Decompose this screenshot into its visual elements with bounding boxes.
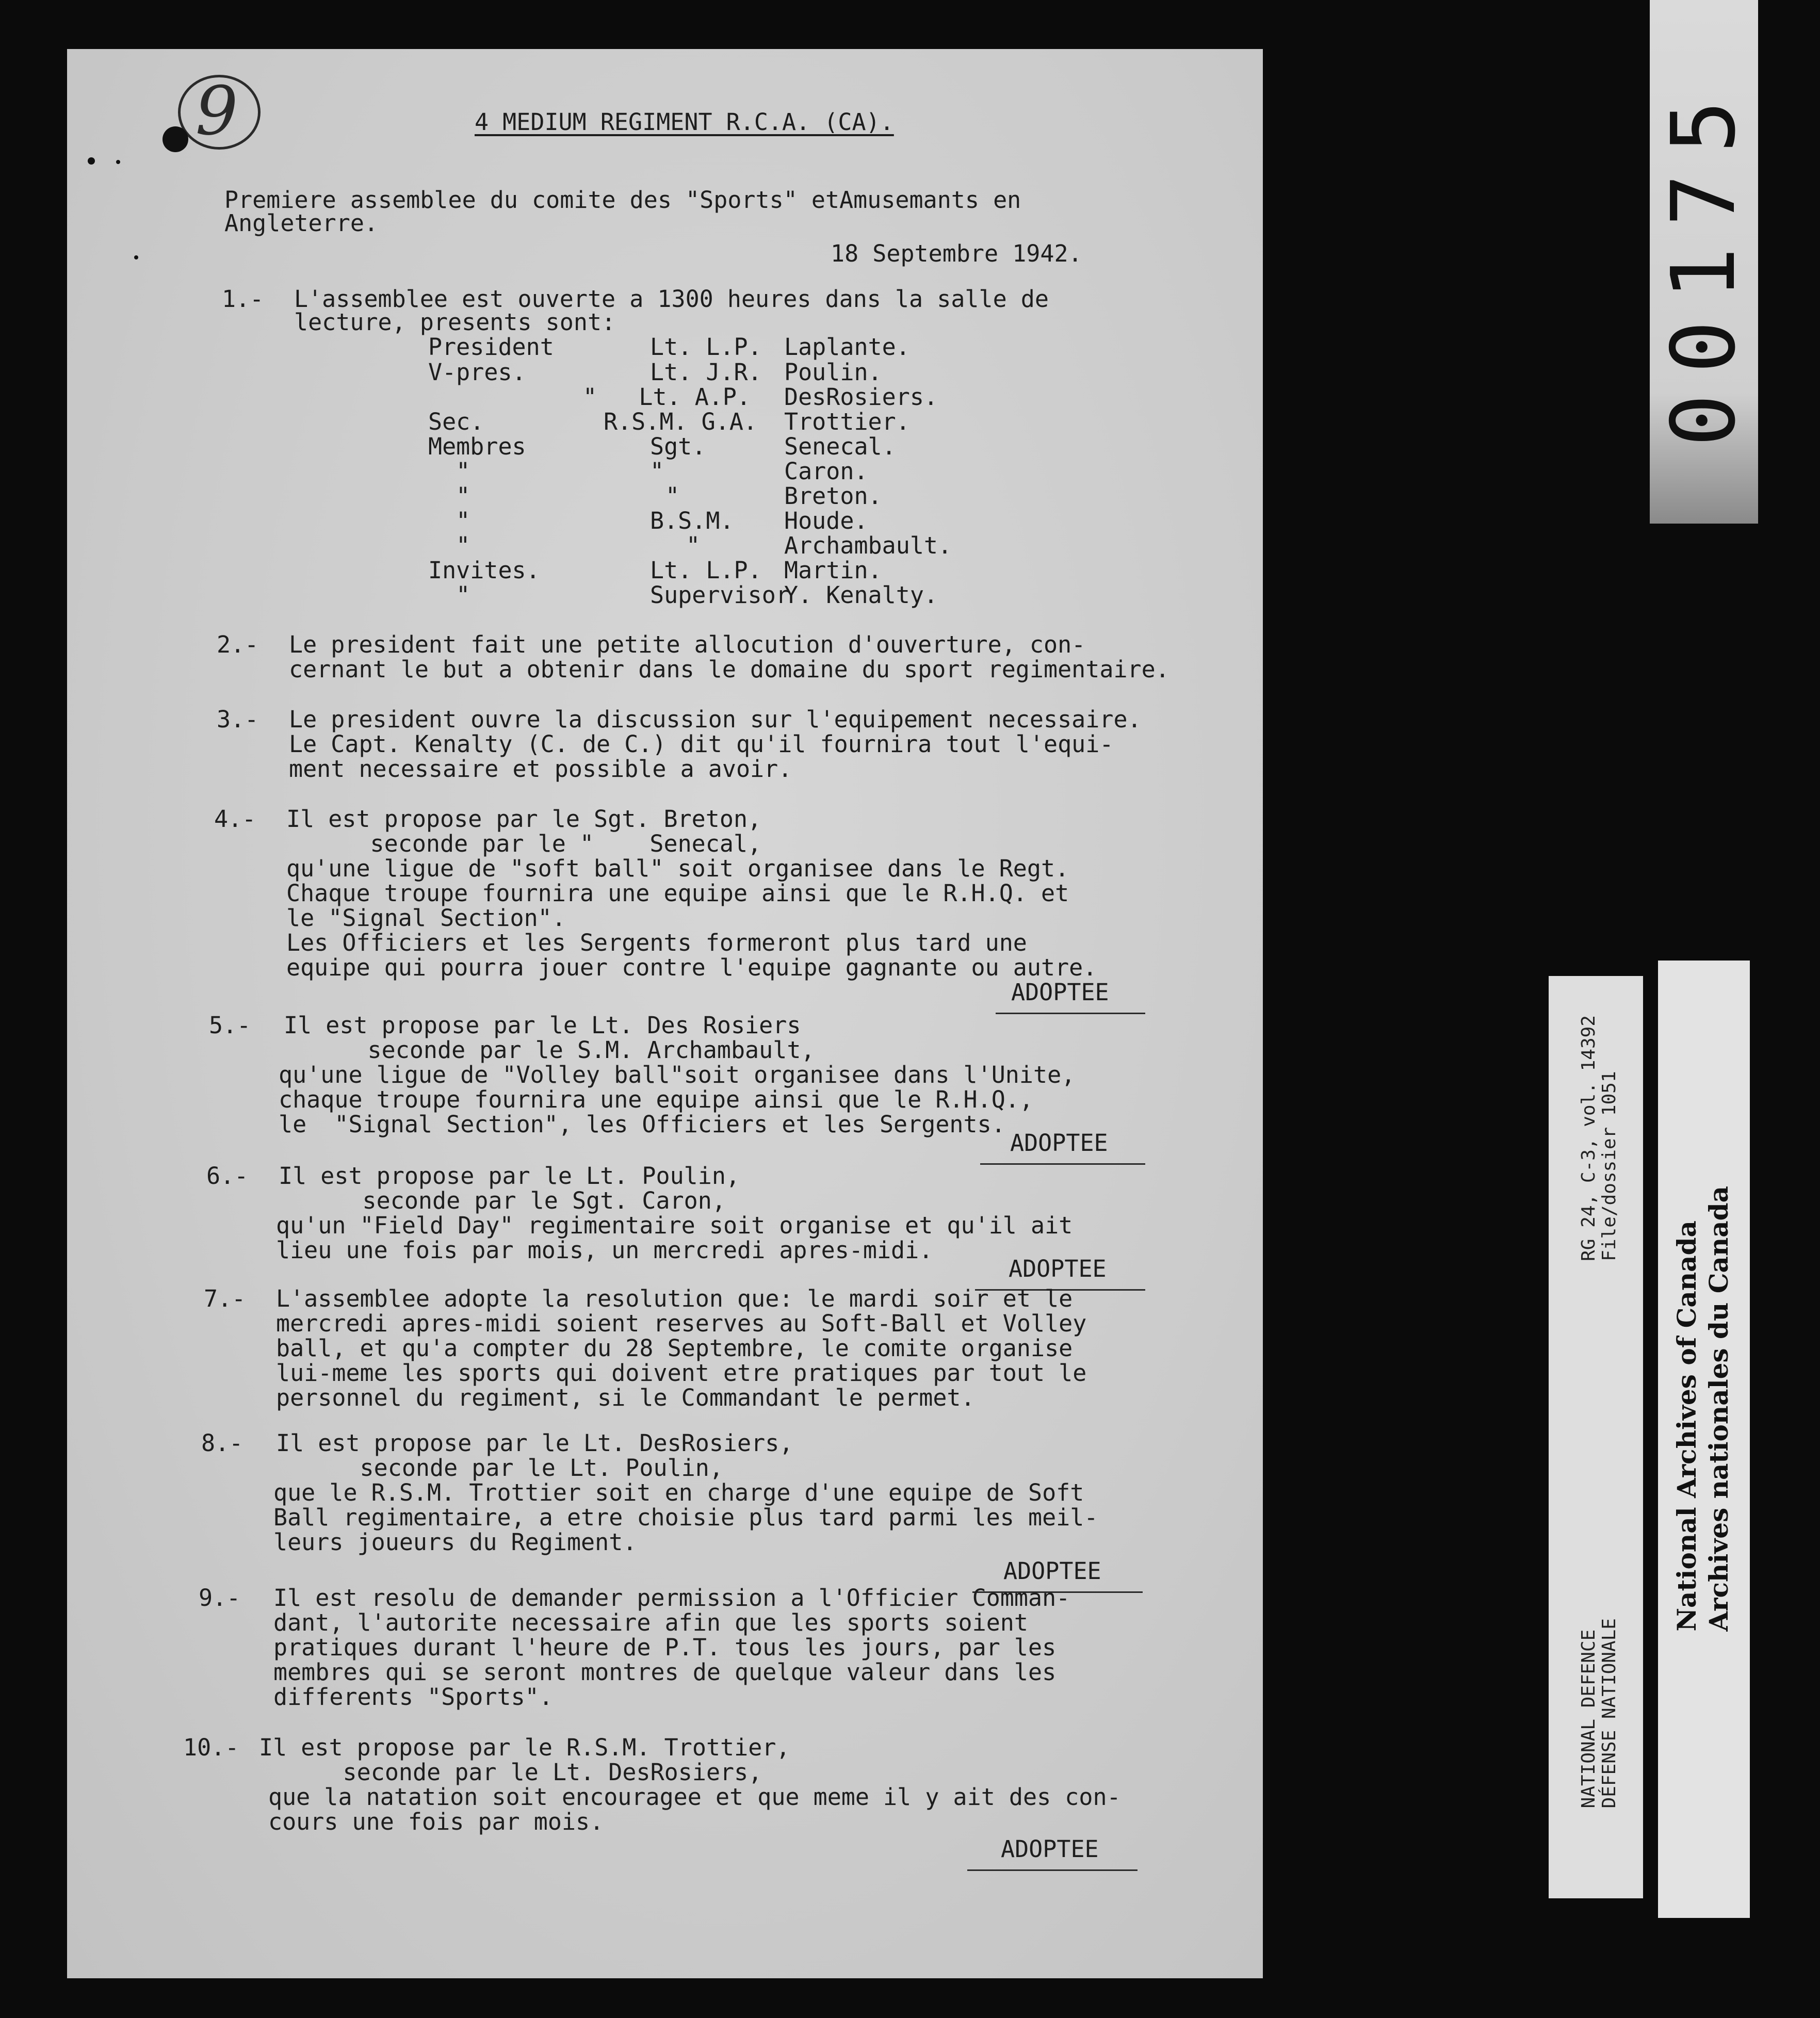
intro-line: Premiere assemblee du comite des "Sports" etAmusemants en <box>224 186 1021 214</box>
roster-role: " <box>428 532 470 559</box>
roster-name: Y. Kenalty. <box>784 581 938 609</box>
roster-name: Laplante. <box>784 333 910 361</box>
roster-name: Caron. <box>784 458 868 485</box>
roster-role: " <box>428 458 470 485</box>
item-line: membres qui se seront montres de quelque valeur dans les <box>273 1658 1057 1686</box>
item-line: pratiques durant l'heure de P.T. tous les jours, par les <box>273 1634 1057 1661</box>
department-line: NATIONAL DEFENCE <box>1578 1629 1599 1808</box>
item-line: Ball regimentaire, a etre choisie plus tard parmi les meil- <box>273 1504 1098 1531</box>
department-text <box>1579 1618 1620 1808</box>
item-number: 7.- <box>204 1285 246 1312</box>
roster-role: Sec. <box>428 408 484 435</box>
item-number: 5.- <box>209 1012 251 1039</box>
roster-name: Archambault. <box>784 532 952 559</box>
adopted-stamp: ADOPTEE <box>1010 1129 1108 1157</box>
item-number: 3.- <box>217 706 259 733</box>
roster-rank: Supervisor <box>650 581 790 609</box>
roster-role: V-pres. <box>428 359 526 386</box>
ink-blot <box>163 126 188 152</box>
adopted-stamp: ADOPTEE <box>1001 1835 1099 1863</box>
item-line: Il est propose par le Sgt. Breton, <box>286 805 762 833</box>
roster-rank: B.S.M. <box>650 507 734 534</box>
roster-rank: Lt. L.P. <box>650 557 762 584</box>
item-line: seconde par le S.M. Archambault, <box>284 1036 815 1064</box>
item-line: Le president fait une petite allocution d'ouverture, con- <box>289 631 1086 658</box>
item-line: qu'une ligue de "soft ball" soit organisee dans le Regt. <box>286 855 1069 882</box>
archives-text <box>1671 1186 1735 1632</box>
document-page <box>67 49 1263 1978</box>
department-line: DÉFENSE NATIONALE <box>1599 1618 1620 1808</box>
reference-label <box>1549 976 1643 1898</box>
archives-label <box>1658 961 1750 1918</box>
item-number: 6.- <box>206 1162 249 1190</box>
adopted-stamp: ADOPTEE <box>1003 1557 1101 1585</box>
item-line: Le Capt. Kenalty (C. de C.) dit qu'il fournira tout l'equi- <box>289 730 1114 758</box>
handwritten-page-number: 9 <box>195 72 238 150</box>
item-line: cernant le but a obtenir dans le domaine du sport regimentaire. <box>289 656 1169 683</box>
item-number: 1.- <box>222 285 264 313</box>
item-line: mercredi apres-midi soient reserves au Soft-Ball et Volley <box>276 1310 1087 1337</box>
item-line: Chaque troupe fournira une equipe ainsi que le R.H.Q. et <box>286 880 1069 907</box>
adopted-stamp: ADOPTEE <box>1009 1255 1107 1282</box>
item-line: L'assemblee adopte la resolution que: le mardi soir et le <box>276 1285 1073 1312</box>
archives-line: National Archives of Canada <box>1671 1220 1702 1632</box>
item-line: Il est propose par le Lt. DesRosiers, <box>276 1429 793 1457</box>
item-line: le "Signal Section". <box>286 904 566 932</box>
adopted-underline <box>967 1869 1138 1871</box>
item-line: lui-meme les sports qui doivent etre pratiques par tout le <box>276 1359 1087 1387</box>
item-number: 4.- <box>214 805 256 833</box>
roster-rank: R.S.M. G.A. <box>604 408 758 435</box>
roster-rank: Lt. L.P. <box>650 333 762 361</box>
roster-rank: Sgt. <box>650 433 706 460</box>
reference-line: RG 24, C-3, vol. 14392 <box>1578 1015 1599 1261</box>
meeting-date: 18 Septembre 1942. <box>831 240 1082 267</box>
item-line: seconde par le " Senecal, <box>286 830 762 857</box>
roster-role: Membres <box>428 433 526 460</box>
adopted-stamp: ADOPTEE <box>1011 979 1109 1006</box>
item-number: 9.- <box>199 1584 241 1612</box>
item-line: seconde par le Lt. DesRosiers, <box>259 1759 762 1786</box>
item-number: 8.- <box>201 1429 243 1457</box>
adopted-underline <box>996 1013 1145 1014</box>
item-line: leurs joueurs du Regiment. <box>273 1528 637 1556</box>
roster-role: Invites. <box>428 557 540 584</box>
item-line: ment necessaire et possible a avoir. <box>289 755 792 783</box>
item-line: dant, l'autorite necessaire afin que les sports soient <box>273 1609 1028 1636</box>
item-line: qu'un "Field Day" regimentaire soit organise et qu'il ait <box>276 1212 1073 1239</box>
roster-name: Martin. <box>784 557 882 584</box>
ink-dot <box>134 255 138 259</box>
frame-number-strip <box>1650 0 1758 524</box>
item-line: L'assemblee est ouverte a 1300 heures dans la salle de <box>294 285 1049 313</box>
item-line: lieu une fois par mois, un mercredi apres-midi. <box>276 1236 933 1264</box>
document-header: 4 MEDIUM REGIMENT R.C.A. (CA). <box>475 108 894 136</box>
item-line: le "Signal Section", les Officiers et les Sergents. <box>279 1111 1005 1138</box>
item-line: equipe qui pourra jouer contre l'equipe gagnante ou autre. <box>286 954 1097 981</box>
roster-role: " <box>428 482 470 510</box>
roster-role: President <box>428 333 554 361</box>
item-line: Il est propose par le Lt. Des Rosiers <box>284 1012 801 1039</box>
item-line: Il est propose par le R.S.M. Trottier, <box>259 1734 790 1761</box>
item-line: qu'une ligue de "Volley ball"soit organisee dans l'Unite, <box>279 1061 1076 1088</box>
item-number: 10.- <box>183 1734 239 1761</box>
ink-dot <box>88 157 95 165</box>
roster-rank: " <box>665 482 680 510</box>
reference-line: File/dossier 1051 <box>1599 1071 1620 1261</box>
roster-role: " <box>428 507 470 534</box>
roster-name: Breton. <box>784 482 882 510</box>
roster-name: Houde. <box>784 507 868 534</box>
roster-rank: " Lt. A.P. <box>583 383 751 411</box>
item-line: differents "Sports". <box>273 1683 553 1711</box>
item-line: Il est resolu de demander permission a l'Officier Comman- <box>273 1584 1070 1612</box>
frame-number: 00175 <box>1653 79 1755 447</box>
roster-name: Senecal. <box>784 433 896 460</box>
archives-line: Archives nationales du Canada <box>1703 1186 1734 1632</box>
roster-name: Poulin. <box>784 359 882 386</box>
item-number: 2.- <box>217 631 259 658</box>
item-line: chaque troupe fournira une equipe ainsi que le R.H.Q., <box>279 1086 1033 1113</box>
item-line: cours une fois par mois. <box>268 1808 604 1835</box>
item-line: seconde par le Lt. Poulin, <box>276 1454 723 1482</box>
roster-name: DesRosiers. <box>784 383 938 411</box>
item-line: Les Officiers et les Sergents formeront plus tard une <box>286 929 1027 956</box>
item-line: lecture, presents sont: <box>294 308 616 336</box>
intro-line: Angleterre. <box>224 209 379 237</box>
item-line: ball, et qu'a compter du 28 Septembre, le comite organise <box>276 1335 1073 1362</box>
roster-rank: " <box>650 458 664 485</box>
roster-rank: " <box>686 532 701 559</box>
reference-text <box>1579 1015 1620 1261</box>
ink-dot <box>116 160 120 164</box>
roster-rank: Lt. J.R. <box>650 359 762 386</box>
item-line: Le president ouvre la discussion sur l'equipement necessaire. <box>289 706 1142 733</box>
item-line: Il est propose par le Lt. Poulin, <box>279 1162 740 1190</box>
roster-name: Trottier. <box>784 408 910 435</box>
item-line: seconde par le Sgt. Caron, <box>279 1187 726 1214</box>
roster-role: " <box>428 581 470 609</box>
item-line: que le R.S.M. Trottier soit en charge d'une equipe de Soft <box>273 1479 1084 1506</box>
item-line: personnel du regiment, si le Commandant le permet. <box>276 1384 975 1411</box>
adopted-underline <box>980 1163 1145 1165</box>
item-line: que la natation soit encouragee et que meme il y ait des con- <box>268 1783 1121 1811</box>
